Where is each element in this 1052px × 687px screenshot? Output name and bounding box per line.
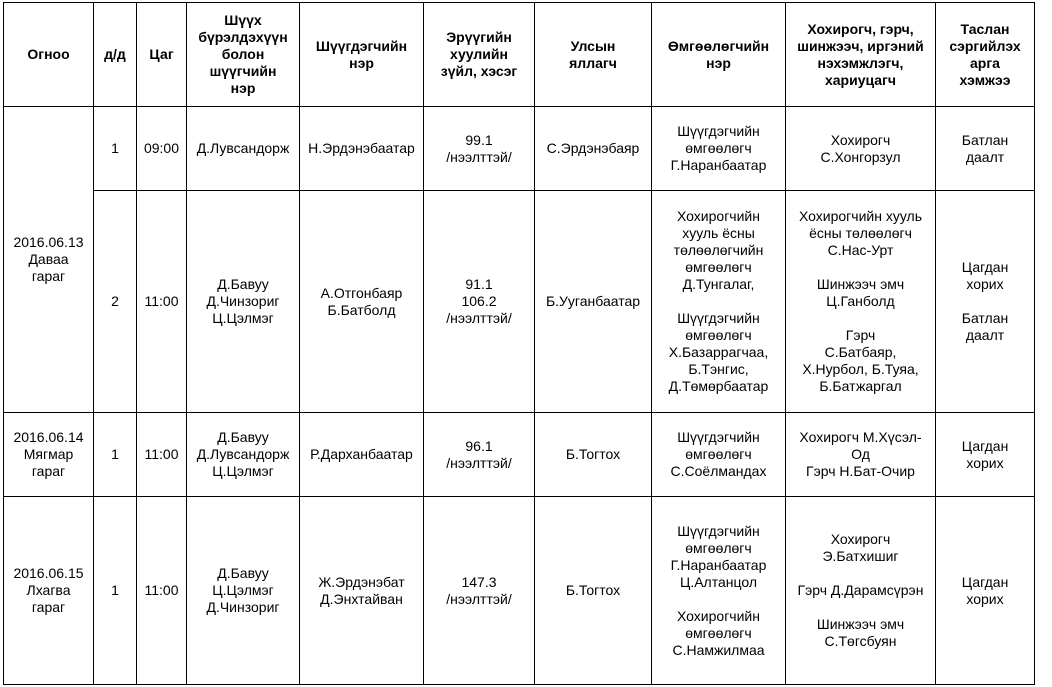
article-cell: 99.1 /нээлттэй/ (424, 107, 535, 191)
prosecutor-cell: Б.Тогтох (535, 413, 652, 497)
header-date: Огноо (4, 3, 94, 107)
article-cell: 91.1 106.2 /нээлттэй/ (424, 191, 535, 413)
table-row (4, 107, 1035, 191)
panel-cell: Д.Бавуу Д.Чинзориг Ц.Цэлмэг (187, 191, 300, 413)
prosecutor-cell: Б.Тогтох (535, 497, 652, 685)
measure-cell: Цагдан хорих (936, 413, 1035, 497)
date-cell: 2016.06.14 Мягмар гараг (4, 413, 94, 497)
measure-cell: Батлан даалт (936, 107, 1035, 191)
table-row (4, 413, 1035, 497)
victim-cell: Хохирогч Э.Батхишиг Гэрч Д.Дарамсүрэн Шинжээч эмч С.Төгсбуян (786, 497, 936, 685)
defender-cell: Шүүгдэгчийн өмгөөлөгч Г.Наранбаатар Ц.Алтанцол Хохирогчийн өмгөөлөгч С.Намжилмаа (652, 497, 786, 685)
court-schedule-table (3, 2, 1035, 685)
article-cell: 96.1 /нээлттэй/ (424, 413, 535, 497)
victim-cell: Хохирогчийн хууль ёсны төлөөлөгч С.Нас-Урт Шинжээч эмч Ц.Ганболд Гэрч С.Батбаяр, Х.Нурбол, Б.Туяа, Б.Батжаргал (786, 191, 936, 413)
time-cell: 11:00 (137, 497, 187, 685)
header-panel: Шүүх бүрэлдэхүүн болон шүүгчийн нэр (187, 3, 300, 107)
table-row (4, 497, 1035, 685)
table-row (4, 191, 1035, 413)
defendant-cell: Н.Эрдэнэбаатар (300, 107, 424, 191)
header-victim: Хохирогч, гэрч, шинжээч, иргэний нэхэмжлэгч, хариуцагч (786, 3, 936, 107)
victim-cell: Хохирогч М.Хүсэл- Од Гэрч Н.Бат-Очир (786, 413, 936, 497)
num-cell: 1 (94, 497, 137, 685)
num-cell: 1 (94, 107, 137, 191)
defender-cell: Шүүгдэгчийн өмгөөлөгч С.Соёлмандах (652, 413, 786, 497)
header-num: д/д (94, 3, 137, 107)
time-cell: 09:00 (137, 107, 187, 191)
defender-cell: Шүүгдэгчийн өмгөөлөгч Г.Наранбаатар (652, 107, 786, 191)
panel-cell: Д.Бавуу Ц.Цэлмэг Д.Чинзориг (187, 497, 300, 685)
header-row (4, 3, 1035, 107)
header-time: Цаг (137, 3, 187, 107)
num-cell: 2 (94, 191, 137, 413)
defender-cell: Хохирогчийн хууль ёсны төлөөлөгчийн өмгөөлөгч Д.Тунгалаг, Шүүгдэгчийн өмгөөлөгч Х.Базаррагчаа, Б.Тэнгис, Д.Төмөрбаатар (652, 191, 786, 413)
defendant-cell: А.Отгонбаяр Б.Батболд (300, 191, 424, 413)
defendant-cell: Ж.Эрдэнэбат Д.Энхтайван (300, 497, 424, 685)
victim-cell: Хохирогч С.Хонгорзул (786, 107, 936, 191)
num-cell: 1 (94, 413, 137, 497)
date-cell: 2016.06.13 Даваа гараг (4, 107, 94, 413)
header-defender: Өмгөөлөгчийн нэр (652, 3, 786, 107)
measure-cell: Цагдан хорих (936, 497, 1035, 685)
panel-cell: Д.Бавуу Д.Лувсандорж Ц.Цэлмэг (187, 413, 300, 497)
header-measure: Таслан сэргийлэх арга хэмжээ (936, 3, 1035, 107)
time-cell: 11:00 (137, 191, 187, 413)
prosecutor-cell: Б.Ууганбаатар (535, 191, 652, 413)
measure-cell: Цагдан хорих Батлан даалт (936, 191, 1035, 413)
header-article: Эрүүгийн хуулийн зүйл, хэсэг (424, 3, 535, 107)
defendant-cell: Р.Дарханбаатар (300, 413, 424, 497)
header-prosecutor: Улсын яллагч (535, 3, 652, 107)
time-cell: 11:00 (137, 413, 187, 497)
header-defendant: Шүүгдэгчийн нэр (300, 3, 424, 107)
panel-cell: Д.Лувсандорж (187, 107, 300, 191)
prosecutor-cell: С.Эрдэнэбаяр (535, 107, 652, 191)
article-cell: 147.3 /нээлттэй/ (424, 497, 535, 685)
date-cell: 2016.06.15 Лхагва гараг (4, 497, 94, 685)
